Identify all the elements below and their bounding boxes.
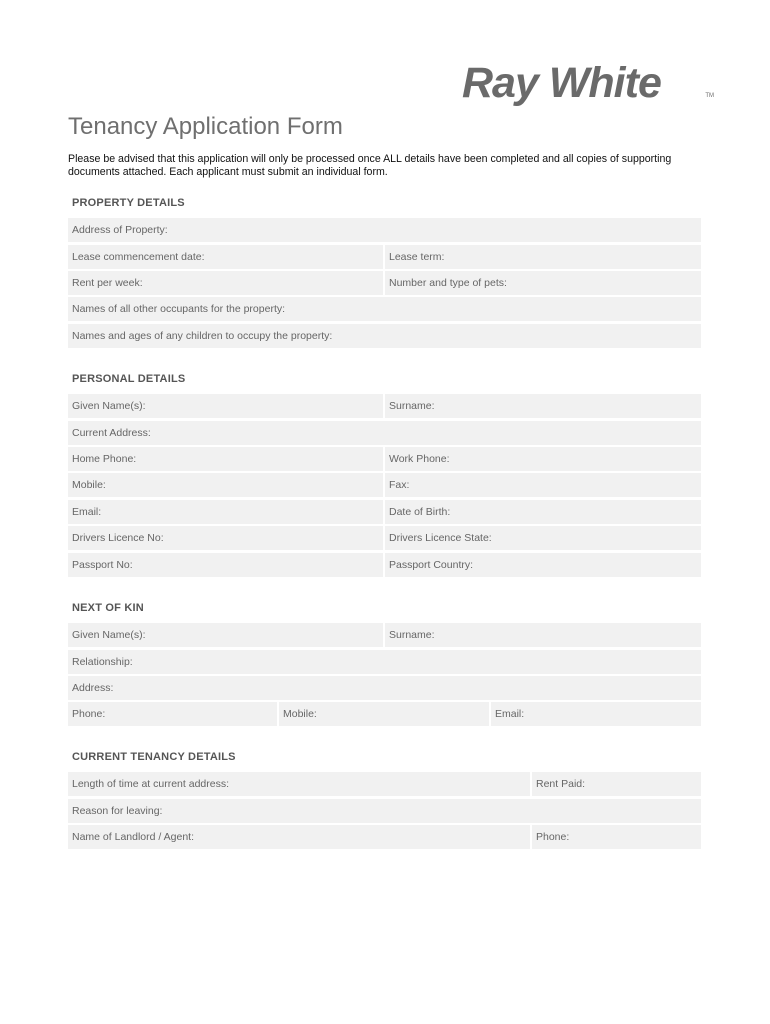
reason-for-leaving-field[interactable]: Reason for leaving:	[68, 799, 701, 823]
given-names-field[interactable]: Given Name(s):	[68, 394, 383, 418]
address-of-property-field[interactable]: Address of Property:	[68, 218, 701, 242]
other-occupants-field[interactable]: Names of all other occupants for the property:	[68, 297, 701, 321]
passport-country-field[interactable]: Passport Country:	[385, 553, 701, 577]
property-row-children	[68, 324, 701, 348]
work-phone-field[interactable]: Work Phone:	[385, 447, 701, 471]
current-address-field[interactable]: Current Address:	[68, 421, 701, 445]
kin-surname-field[interactable]: Surname:	[385, 623, 701, 647]
kin-phone-field[interactable]: Phone:	[68, 702, 277, 726]
lease-term-field[interactable]: Lease term:	[385, 245, 701, 269]
passport-number-field[interactable]: Passport No:	[68, 553, 383, 577]
personal-row-mobile	[68, 473, 701, 497]
children-field[interactable]: Names and ages of any children to occupy the property:	[68, 324, 701, 348]
personal-row-licence	[68, 526, 701, 550]
kin-row-relationship	[68, 650, 701, 674]
kin-row-names	[68, 623, 701, 647]
surname-field[interactable]: Surname:	[385, 394, 701, 418]
personal-row-address	[68, 421, 701, 445]
fax-field[interactable]: Fax:	[385, 473, 701, 497]
tenancy-row-landlord	[68, 825, 701, 849]
property-row-rent	[68, 271, 701, 295]
tenancy-row-length	[68, 772, 701, 796]
kin-address-field[interactable]: Address:	[68, 676, 701, 700]
current-tenancy-heading: CURRENT TENANCY DETAILS	[72, 751, 236, 763]
landlord-agent-field[interactable]: Name of Landlord / Agent:	[68, 825, 530, 849]
property-details-heading: PROPERTY DETAILS	[72, 197, 185, 209]
home-phone-field[interactable]: Home Phone:	[68, 447, 383, 471]
rent-paid-field[interactable]: Rent Paid:	[532, 772, 701, 796]
rent-per-week-field[interactable]: Rent per week:	[68, 271, 383, 295]
personal-details-heading: PERSONAL DETAILS	[72, 373, 186, 385]
kin-relationship-field[interactable]: Relationship:	[68, 650, 701, 674]
licence-number-field[interactable]: Drivers Licence No:	[68, 526, 383, 550]
length-at-address-field[interactable]: Length of time at current address:	[68, 772, 530, 796]
property-row-address	[68, 218, 701, 242]
kin-given-names-field[interactable]: Given Name(s):	[68, 623, 383, 647]
trademark-mark: TM	[705, 93, 714, 99]
personal-row-names	[68, 394, 701, 418]
mobile-field[interactable]: Mobile:	[68, 473, 383, 497]
licence-state-field[interactable]: Drivers Licence State:	[385, 526, 701, 550]
tenancy-row-reason	[68, 799, 701, 823]
kin-row-contact	[68, 702, 701, 726]
property-row-lease	[68, 245, 701, 269]
kin-mobile-field[interactable]: Mobile:	[279, 702, 489, 726]
personal-row-passport	[68, 553, 701, 577]
kin-email-field[interactable]: Email:	[491, 702, 701, 726]
personal-row-phones	[68, 447, 701, 471]
next-of-kin-heading: NEXT OF KIN	[72, 602, 144, 614]
kin-row-address	[68, 676, 701, 700]
intro-text: Please be advised that this application will only be processed once ALL details have been completed and all copies of supporting documents attached. Each applicant must submit an individual form.	[68, 153, 672, 178]
logo-wordmark: Ray White	[462, 59, 661, 107]
date-of-birth-field[interactable]: Date of Birth:	[385, 500, 701, 524]
page-title: Tenancy Application Form	[68, 113, 343, 140]
landlord-phone-field[interactable]: Phone:	[532, 825, 701, 849]
ray-white-logo	[462, 58, 714, 108]
pets-field[interactable]: Number and type of pets:	[385, 271, 701, 295]
email-field[interactable]: Email:	[68, 500, 383, 524]
property-row-occupants	[68, 297, 701, 321]
lease-commencement-field[interactable]: Lease commencement date:	[68, 245, 383, 269]
personal-row-email	[68, 500, 701, 524]
